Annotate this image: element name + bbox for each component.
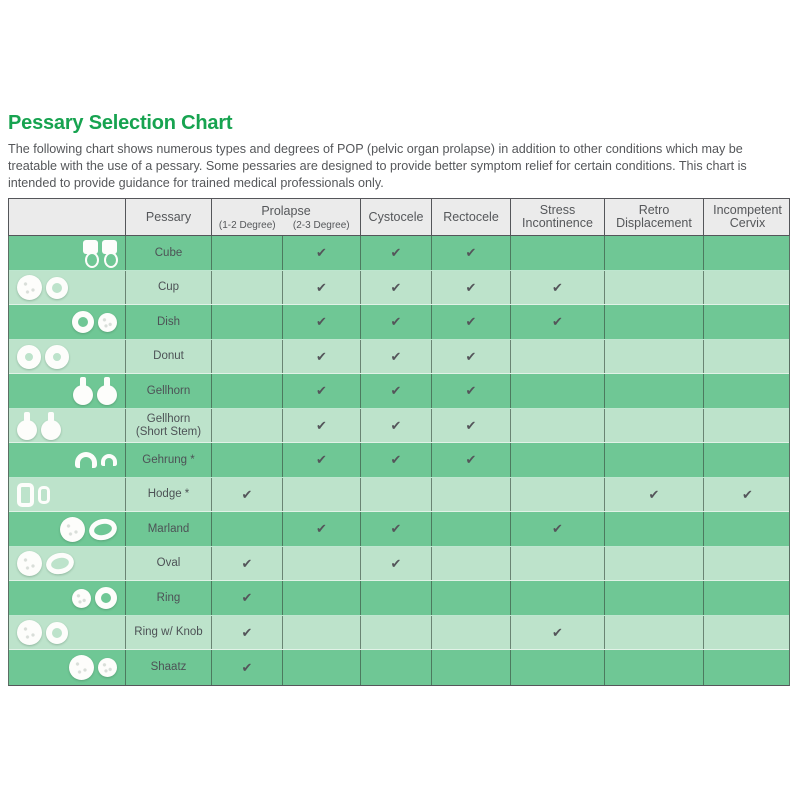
cube-pessary-icon — [83, 240, 98, 254]
header-stress-incontinence: Stress Incontinence — [511, 199, 605, 235]
condition-cell: ✔ — [212, 547, 283, 581]
pessary-image — [9, 340, 126, 374]
condition-cell — [511, 443, 605, 477]
table-row — [9, 305, 789, 340]
shaatz-pessary-icon — [69, 655, 94, 680]
pessary-name: Cup — [126, 271, 212, 305]
condition-cell — [212, 340, 283, 374]
condition-cell — [605, 305, 704, 339]
condition-cell — [704, 305, 791, 339]
condition-cell: ✔ — [361, 305, 432, 339]
condition-cell: ✔ — [361, 271, 432, 305]
gellhorn_short-pessary-icon — [17, 420, 37, 440]
marland-pessary-icon — [60, 517, 85, 542]
condition-cell: ✔ — [283, 374, 361, 408]
condition-cell — [605, 409, 704, 443]
condition-cell: ✔ — [283, 340, 361, 374]
condition-cell — [704, 650, 791, 685]
header-cystocele: Cystocele — [361, 199, 432, 235]
condition-cell: ✔ — [283, 409, 361, 443]
condition-cell: ✔ — [283, 512, 361, 546]
table-row — [9, 443, 789, 478]
condition-cell — [511, 409, 605, 443]
condition-cell — [511, 650, 605, 685]
condition-cell: ✔ — [361, 340, 432, 374]
oval-pessary-icon — [44, 550, 76, 576]
table-body — [8, 236, 790, 686]
pessary-image — [9, 443, 126, 477]
table-header-row — [8, 198, 790, 236]
condition-cell: ✔ — [283, 443, 361, 477]
header-prolapse-label: Prolapse — [261, 204, 311, 219]
hodge-pessary-icon — [17, 483, 34, 507]
condition-cell — [361, 581, 432, 615]
condition-cell: ✔ — [283, 271, 361, 305]
condition-cell: ✔ — [432, 340, 511, 374]
condition-cell — [511, 236, 605, 270]
header-prolapse-group — [212, 199, 361, 235]
pessary-name: Gellhorn (Short Stem) — [126, 409, 212, 443]
dish-pessary-icon — [72, 311, 94, 333]
pessary-name: Cube — [126, 236, 212, 270]
pessary-image — [9, 650, 126, 685]
condition-cell: ✔ — [212, 581, 283, 615]
cube-pessary-icon — [102, 240, 117, 254]
condition-cell — [704, 443, 791, 477]
gehrung-pessary-icon — [101, 454, 117, 466]
pessary-name: Gellhorn — [126, 374, 212, 408]
condition-cell — [704, 512, 791, 546]
ring_knob-pessary-icon — [46, 622, 68, 644]
pessary-image — [9, 616, 126, 650]
pessary-image — [9, 478, 126, 512]
gellhorn-pessary-icon — [97, 385, 117, 405]
gellhorn_short-pessary-icon — [41, 420, 61, 440]
table-row — [9, 547, 789, 582]
pessary-image — [9, 512, 126, 546]
pessary-name: Dish — [126, 305, 212, 339]
condition-cell: ✔ — [605, 478, 704, 512]
pessary-name: Gehrung * — [126, 443, 212, 477]
donut-pessary-icon — [45, 345, 69, 369]
header-retro-displacement: Retro Displacement — [605, 199, 704, 235]
donut-pessary-icon — [17, 345, 41, 369]
condition-cell — [212, 374, 283, 408]
condition-cell — [361, 616, 432, 650]
header-prolapse-degrees — [212, 220, 360, 231]
header-prolapse-2-3: (2-3 Degree) — [292, 219, 350, 231]
condition-cell — [605, 616, 704, 650]
header-prolapse-1-2: (1-2 Degree) — [218, 219, 276, 231]
condition-cell: ✔ — [361, 409, 432, 443]
condition-cell — [361, 478, 432, 512]
header-rectocele: Rectocele — [432, 199, 511, 235]
pessary-image — [9, 271, 126, 305]
condition-cell — [704, 547, 791, 581]
condition-cell — [432, 547, 511, 581]
header-image-column — [9, 199, 126, 235]
condition-cell: ✔ — [511, 271, 605, 305]
table-row — [9, 478, 789, 513]
pessary-name: Donut — [126, 340, 212, 374]
header-incompetent-cervix: Incompetent Cervix — [713, 202, 782, 231]
condition-cell — [511, 340, 605, 374]
condition-cell — [432, 512, 511, 546]
condition-cell: ✔ — [212, 650, 283, 685]
condition-cell: ✔ — [432, 236, 511, 270]
condition-cell — [704, 271, 791, 305]
condition-cell — [283, 547, 361, 581]
condition-cell — [432, 478, 511, 512]
cup-pessary-icon — [17, 275, 42, 300]
table-row — [9, 409, 789, 444]
cup-pessary-icon — [46, 277, 68, 299]
pessary-image — [9, 581, 126, 615]
ring_knob-pessary-icon — [17, 620, 42, 645]
condition-cell: ✔ — [511, 512, 605, 546]
condition-cell: ✔ — [361, 512, 432, 546]
condition-cell: ✔ — [283, 305, 361, 339]
condition-cell — [511, 374, 605, 408]
condition-cell: ✔ — [212, 478, 283, 512]
dish-pessary-icon — [98, 313, 117, 332]
condition-cell: ✔ — [432, 443, 511, 477]
condition-cell: ✔ — [432, 374, 511, 408]
condition-cell — [511, 547, 605, 581]
condition-cell: ✔ — [511, 616, 605, 650]
condition-cell — [605, 340, 704, 374]
condition-cell: ✔ — [361, 547, 432, 581]
condition-cell — [605, 581, 704, 615]
condition-cell: ✔ — [361, 374, 432, 408]
condition-cell — [283, 650, 361, 685]
condition-cell — [704, 409, 791, 443]
condition-cell: ✔ — [212, 616, 283, 650]
condition-cell — [704, 236, 791, 270]
condition-cell — [605, 650, 704, 685]
condition-cell — [361, 650, 432, 685]
pessary-name: Shaatz — [126, 650, 212, 685]
condition-cell — [605, 374, 704, 408]
pessary-image — [9, 374, 126, 408]
pessary-image — [9, 236, 126, 270]
condition-cell — [704, 616, 791, 650]
shaatz-pessary-icon — [98, 658, 117, 677]
pessary-image — [9, 409, 126, 443]
condition-cell: ✔ — [432, 409, 511, 443]
condition-cell — [432, 616, 511, 650]
condition-cell — [605, 236, 704, 270]
pessary-name: Ring — [126, 581, 212, 615]
condition-cell — [212, 512, 283, 546]
condition-cell — [432, 650, 511, 685]
table-row — [9, 271, 789, 306]
condition-cell — [605, 512, 704, 546]
condition-cell — [511, 478, 605, 512]
hodge-pessary-icon — [38, 486, 50, 504]
condition-cell — [432, 581, 511, 615]
gellhorn-pessary-icon — [73, 385, 93, 405]
table-row — [9, 581, 789, 616]
intro-paragraph: The following chart shows numerous types and degrees of POP (pelvic organ prolapse) in addition to other conditions which may be treatable with the use of a pessary. Some pessaries are designed to provide better symptom relief for certain conditions. This chart is intended to provide guidance for trained medical professionals only. — [8, 142, 747, 190]
condition-cell: ✔ — [283, 236, 361, 270]
pessary-selection-table — [8, 198, 790, 686]
condition-cell — [511, 581, 605, 615]
condition-cell: ✔ — [361, 236, 432, 270]
condition-cell: ✔ — [511, 305, 605, 339]
table-row — [9, 512, 789, 547]
pessary-name: Ring w/ Knob — [126, 616, 212, 650]
condition-cell — [283, 581, 361, 615]
pessary-name: Oval — [126, 547, 212, 581]
pessary-name: Marland — [126, 512, 212, 546]
pessary-name: Hodge * — [126, 478, 212, 512]
ring-pessary-icon — [95, 587, 117, 609]
condition-cell — [283, 616, 361, 650]
table-row — [9, 340, 789, 375]
pessary-image — [9, 305, 126, 339]
gehrung-pessary-icon — [75, 452, 97, 468]
condition-cell — [212, 236, 283, 270]
condition-cell — [605, 443, 704, 477]
table-row — [9, 650, 789, 685]
condition-cell — [704, 374, 791, 408]
condition-cell — [283, 478, 361, 512]
condition-cell: ✔ — [361, 443, 432, 477]
condition-cell — [212, 409, 283, 443]
condition-cell — [704, 581, 791, 615]
condition-cell — [605, 271, 704, 305]
condition-cell: ✔ — [742, 486, 753, 502]
condition-cell — [212, 271, 283, 305]
oval-pessary-icon — [17, 551, 42, 576]
marland-pessary-icon — [87, 516, 119, 542]
condition-cell — [605, 547, 704, 581]
table-row — [9, 374, 789, 409]
condition-cell: ✔ — [432, 305, 511, 339]
header-pessary: Pessary — [126, 199, 212, 235]
table-row — [9, 236, 789, 271]
table-row — [9, 616, 789, 651]
ring-pessary-icon — [72, 589, 91, 608]
condition-cell — [212, 305, 283, 339]
condition-cell — [212, 443, 283, 477]
condition-cell — [704, 340, 791, 374]
pessary-image — [9, 547, 126, 581]
page-title: Pessary Selection Chart — [8, 112, 233, 134]
condition-cell: ✔ — [432, 271, 511, 305]
